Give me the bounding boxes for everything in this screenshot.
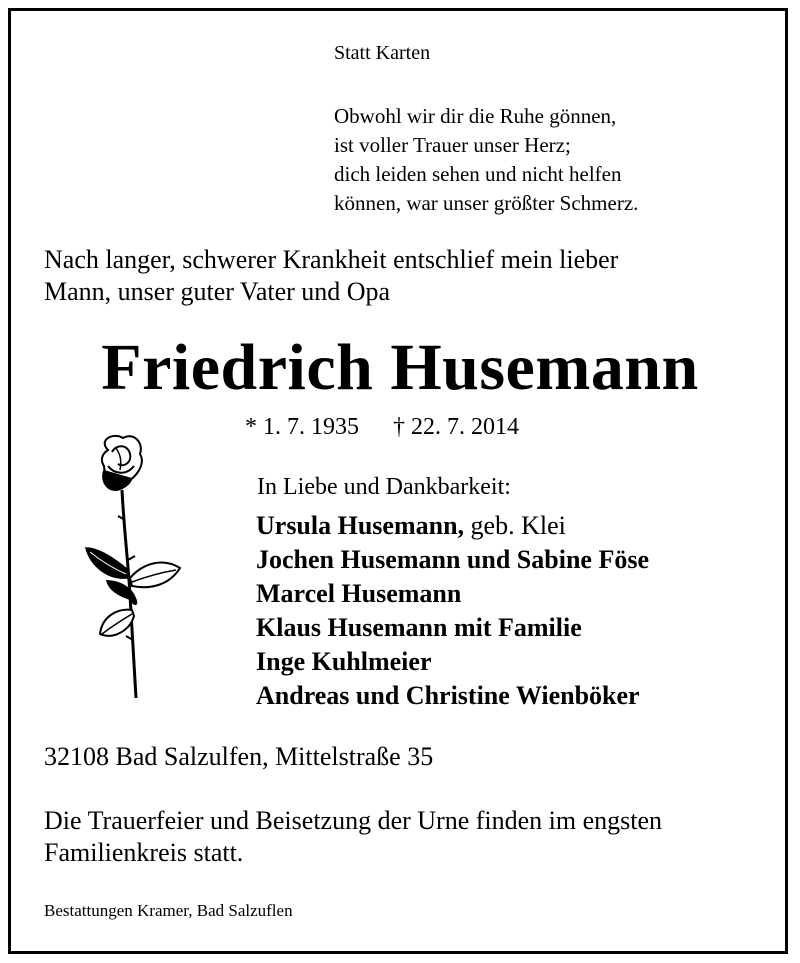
intro-line: Nach langer, schwerer Krankheit entschlief mein lieber — [44, 245, 619, 274]
mourner-entry — [256, 679, 649, 713]
poem-line: können, war unser größter Schmerz. — [334, 191, 639, 215]
intro-line: Mann, unser guter Vater und Opa — [44, 277, 391, 306]
ceremony-line: Familienkreis statt. — [44, 838, 244, 867]
funeral-home: Bestattungen Kramer, Bad Salzuflen — [44, 901, 293, 920]
death-date: † 22. 7. 2014 — [393, 414, 519, 440]
mourner-name: Andreas und Christine Wienböker — [256, 681, 640, 710]
birth-date: * 1. 7. 1935 — [245, 414, 359, 440]
poem-line: ist voller Trauer unser Herz; — [334, 133, 571, 157]
mourner-entry — [256, 543, 649, 577]
mourner-name: Ursula Husemann, — [256, 511, 465, 540]
mourner-entry — [256, 577, 649, 611]
mourner-entry — [256, 645, 649, 679]
ceremony-line: Die Trauerfeier und Beisetzung der Urne finden im engsten — [44, 806, 663, 835]
intro-text — [44, 244, 618, 308]
ceremony-text — [44, 805, 662, 869]
mourner-entry — [256, 611, 649, 645]
life-dates — [245, 414, 519, 441]
mourner-name: Jochen Husemann und Sabine Föse — [256, 545, 649, 574]
mourner-name: Klaus Husemann mit Familie — [256, 613, 582, 642]
mourner-note: geb. Klei — [464, 511, 566, 540]
address: 32108 Bad Salzulfen, Mittelstraße 35 — [44, 742, 434, 771]
deceased-name: Friedrich Husemann — [101, 331, 699, 404]
poem-line: Obwohl wir dir die Ruhe gönnen, — [334, 104, 617, 128]
mourner-list — [256, 509, 649, 713]
thanks-line: In Liebe und Dankbarkeit: — [257, 474, 511, 500]
mourner-name: Marcel Husemann — [256, 579, 462, 608]
poem — [334, 102, 638, 218]
poem-line: dich leiden sehen und nicht helfen — [334, 162, 622, 186]
mourner-entry — [256, 509, 649, 543]
rose-icon — [78, 430, 188, 705]
notice-heading: Statt Karten — [334, 42, 431, 64]
mourner-name: Inge Kuhlmeier — [256, 647, 432, 676]
